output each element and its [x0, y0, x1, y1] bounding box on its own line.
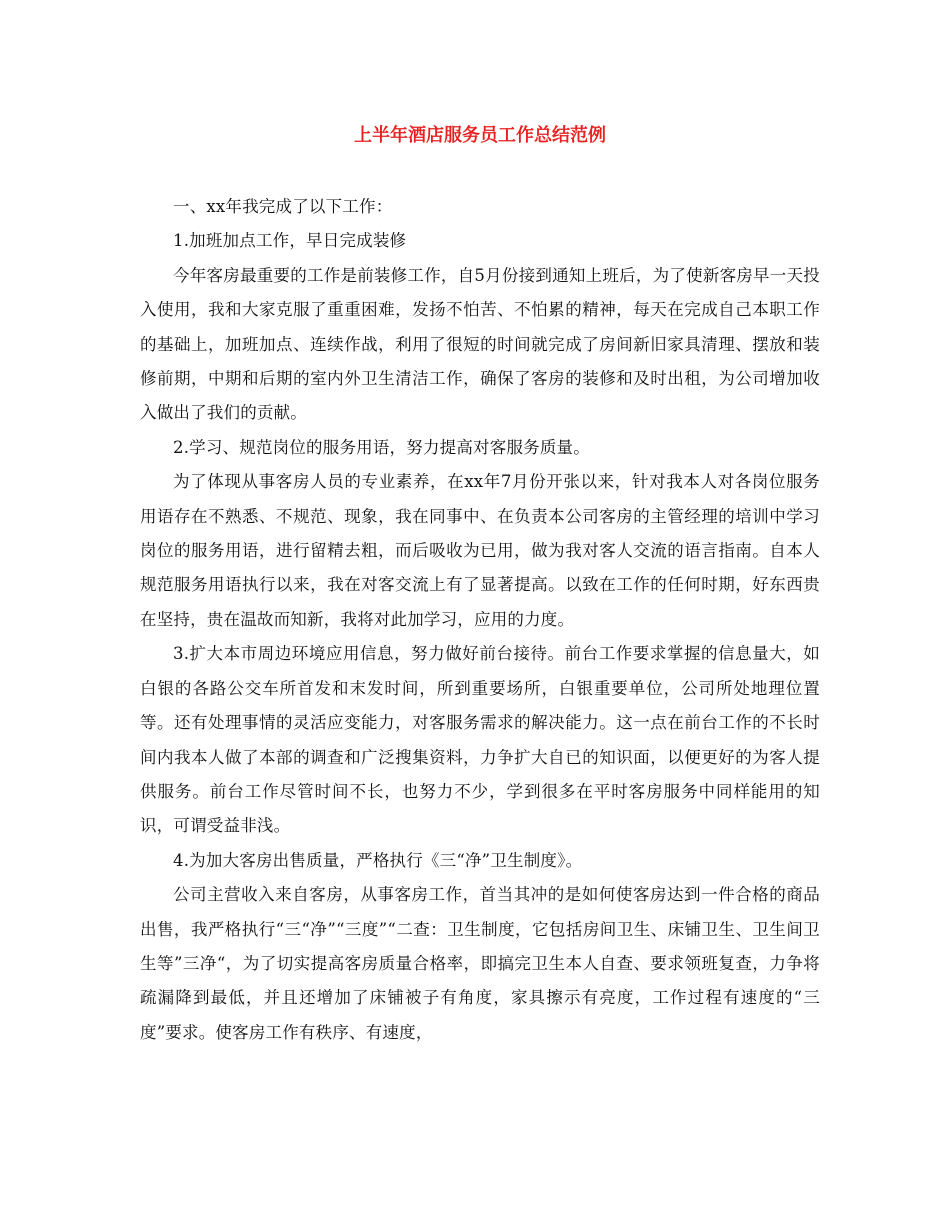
paragraph-item-2-heading: 2.学习、规范岗位的服务用语，努力提高对客服务质量。	[173, 437, 590, 457]
paragraph-item-1-heading: 1.加班加点工作，早日完成装修	[173, 231, 407, 251]
paragraph-item-2-body: 为了体现从事客房人员的专业素养，在xx年7月份开张以来，针对我本人对各岗位服务用语存在不熟悉、不规范、现象，我在同事中、在负责本公司客房的主管经理的培训中学习岗位的服务用语，进行留精去粗，而后吸收为已用，做为我对客人交流的语言指南。自本人规范服务用语执行以来，我在对客交流上有了显著提高。以致在工作的任何时期，好东西贵在坚持，贵在温故而知新，我将对此加学习，应用的力度。	[140, 472, 820, 629]
paragraph-item-1-body: 今年客房最重要的工作是前装修工作，自5月份接到通知上班后，为了使新客房早一天投入使用，我和大家克服了重重困难，发扬不怕苦、不怕累的精神，每天在完成自己本职工作的基础上，加班加点、连续作战，利用了很短的时间就完成了房间新旧家具清理、摆放和装修前期，中期和后期的室内外卫生清洁工作，确保了客房的装修和及时出租，为公司增加收入做出了我们的贡献。	[140, 265, 820, 423]
paragraph-section-heading: 一、xx年我完成了以下工作：	[173, 197, 393, 216]
document-body	[140, 190, 820, 1050]
paragraph-item-4-heading: 4.为加大客房出售质量，严格执行《三“净”卫生制度》。	[173, 850, 583, 870]
paragraph-item-3-body: 3.扩大本市周边环境应用信息，努力做好前台接待。前台工作要求掌握的信息量大，如白银的各路公交车所首发和末发时间，所到重要场所，白银重要单位，公司所处地理位置等。还有处理事情的灵活应变能力，对客服务需求的解决能力。这一点在前台工作的不长时间内我本人做了本部的调查和广泛搜集资料，力争扩大自已的知识面，以便更好的为客人提供服务。前台工作尽管时间不长，也努力不少，学到很多在平时客房服务中同样能用的知识，可谓受益非浅。	[140, 644, 820, 836]
document-title: 上半年酒店服务员工作总结范例	[354, 125, 606, 146]
paragraph-item-4-body: 公司主营收入来自客房，从事客房工作，首当其冲的是如何使客房达到一件合格的商品出售，我严格执行“三“净”“三度”“二查：卫生制度，它包括房间卫生、床铺卫生、卫生间卫生等”三净“，为了切实提高客房质量合格率，即搞完卫生本人自查、要求领班复查，力争将疏漏降到最低，并且还增加了床铺被子有角度，家具擦示有亮度，工作过程有速度的“三度”要求。使客房工作有秩序、有速度，	[140, 885, 820, 1042]
